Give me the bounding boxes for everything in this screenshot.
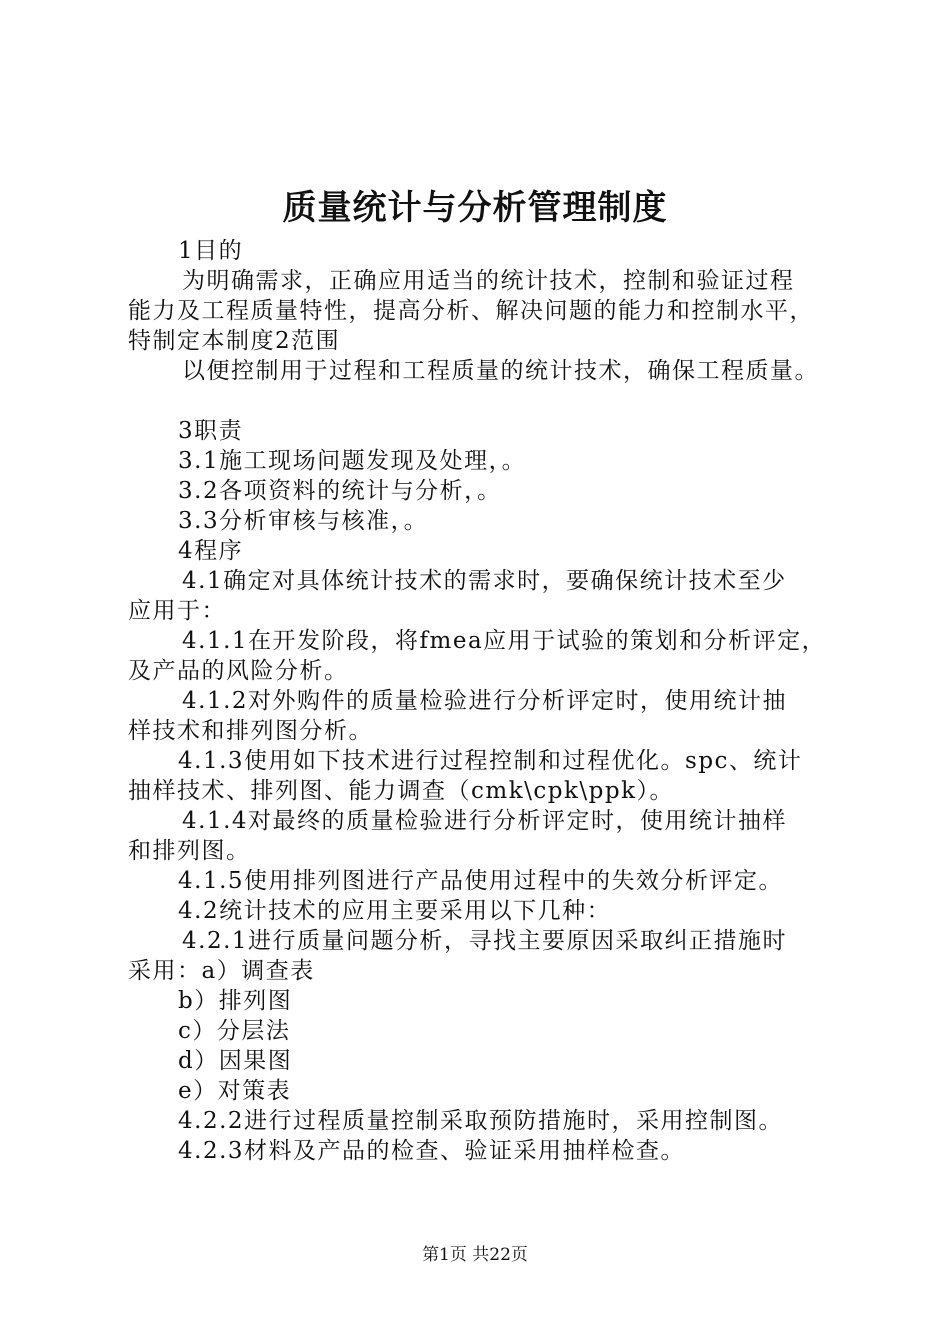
heading-procedure: 4程序 [178, 538, 244, 564]
list-item: c）分层法 [178, 1018, 291, 1044]
paragraph-line: 4.1.1在开发阶段，将fmea应用于试验的策划和分析评定， [182, 628, 827, 654]
paragraph-line: 4.1.2对外购件的质量检验进行分析评定时，使用统计抽 [182, 688, 788, 714]
paragraph-line: 采用：a）调查表 [128, 958, 315, 984]
paragraph-line: 和排列图。 [128, 838, 251, 864]
paragraph-line: 4.2.1进行质量问题分析，寻找主要原因采取纠正措施时 [182, 928, 788, 954]
list-item: e）对策表 [178, 1078, 292, 1104]
paragraph-line: 3.2各项资料的统计与分析，。 [178, 478, 502, 504]
list-item: d）因果图 [178, 1048, 293, 1074]
paragraph-line: 以便控制用于过程和工程质量的统计技术，确保工程质量。 [182, 358, 819, 384]
paragraph-line: 特制定本制度2范围 [128, 328, 341, 354]
paragraph-line: 应用于： [128, 598, 226, 624]
paragraph-line: 及产品的风险分析。 [128, 658, 349, 684]
paragraph-line: 为明确需求，正确应用适当的统计技术，控制和验证过程 [182, 268, 795, 294]
paragraph-line: 4.2统计技术的应用主要采用以下几种： [178, 898, 612, 924]
paragraph-line: 3.1施工现场问题发现及处理，。 [178, 448, 527, 474]
paragraph-line: 抽样技术、排列图、能力调查（cmk\cpk\ppk）。 [128, 778, 675, 804]
document-body [128, 236, 850, 1166]
heading-purpose: 1目的 [178, 238, 244, 264]
page-title: 质量统计与分析管理制度 [282, 188, 668, 228]
heading-responsibility: 3职责 [178, 418, 244, 444]
paragraph-line: 4.1.3使用如下技术进行过程控制和过程优化。spc、统计 [178, 748, 803, 774]
paragraph-line: 4.2.3材料及产品的检查、验证采用抽样检查。 [178, 1138, 686, 1164]
paragraph-line: 4.1.4对最终的质量检验进行分析评定时，使用统计抽样 [182, 808, 788, 834]
blank-spacer [128, 386, 850, 416]
paragraph-line: 样技术和排列图分析。 [128, 718, 373, 744]
paragraph-line: 能力及工程质量特性，提高分析、解决问题的能力和控制水平， [128, 298, 814, 324]
paragraph-line: 3.3分析审核与核准，。 [178, 508, 429, 534]
paragraph-line: 4.2.2进行过程质量控制采取预防措施时，采用控制图。 [178, 1108, 784, 1134]
page-number-footer: 第1页 共22页 [422, 1245, 528, 1265]
paragraph-line: 4.1确定对具体统计技术的需求时，要确保统计技术至少 [182, 568, 787, 594]
list-item: b）排列图 [178, 988, 293, 1014]
paragraph-line: 4.1.5使用排列图进行产品使用过程中的失效分析评定。 [178, 868, 784, 894]
